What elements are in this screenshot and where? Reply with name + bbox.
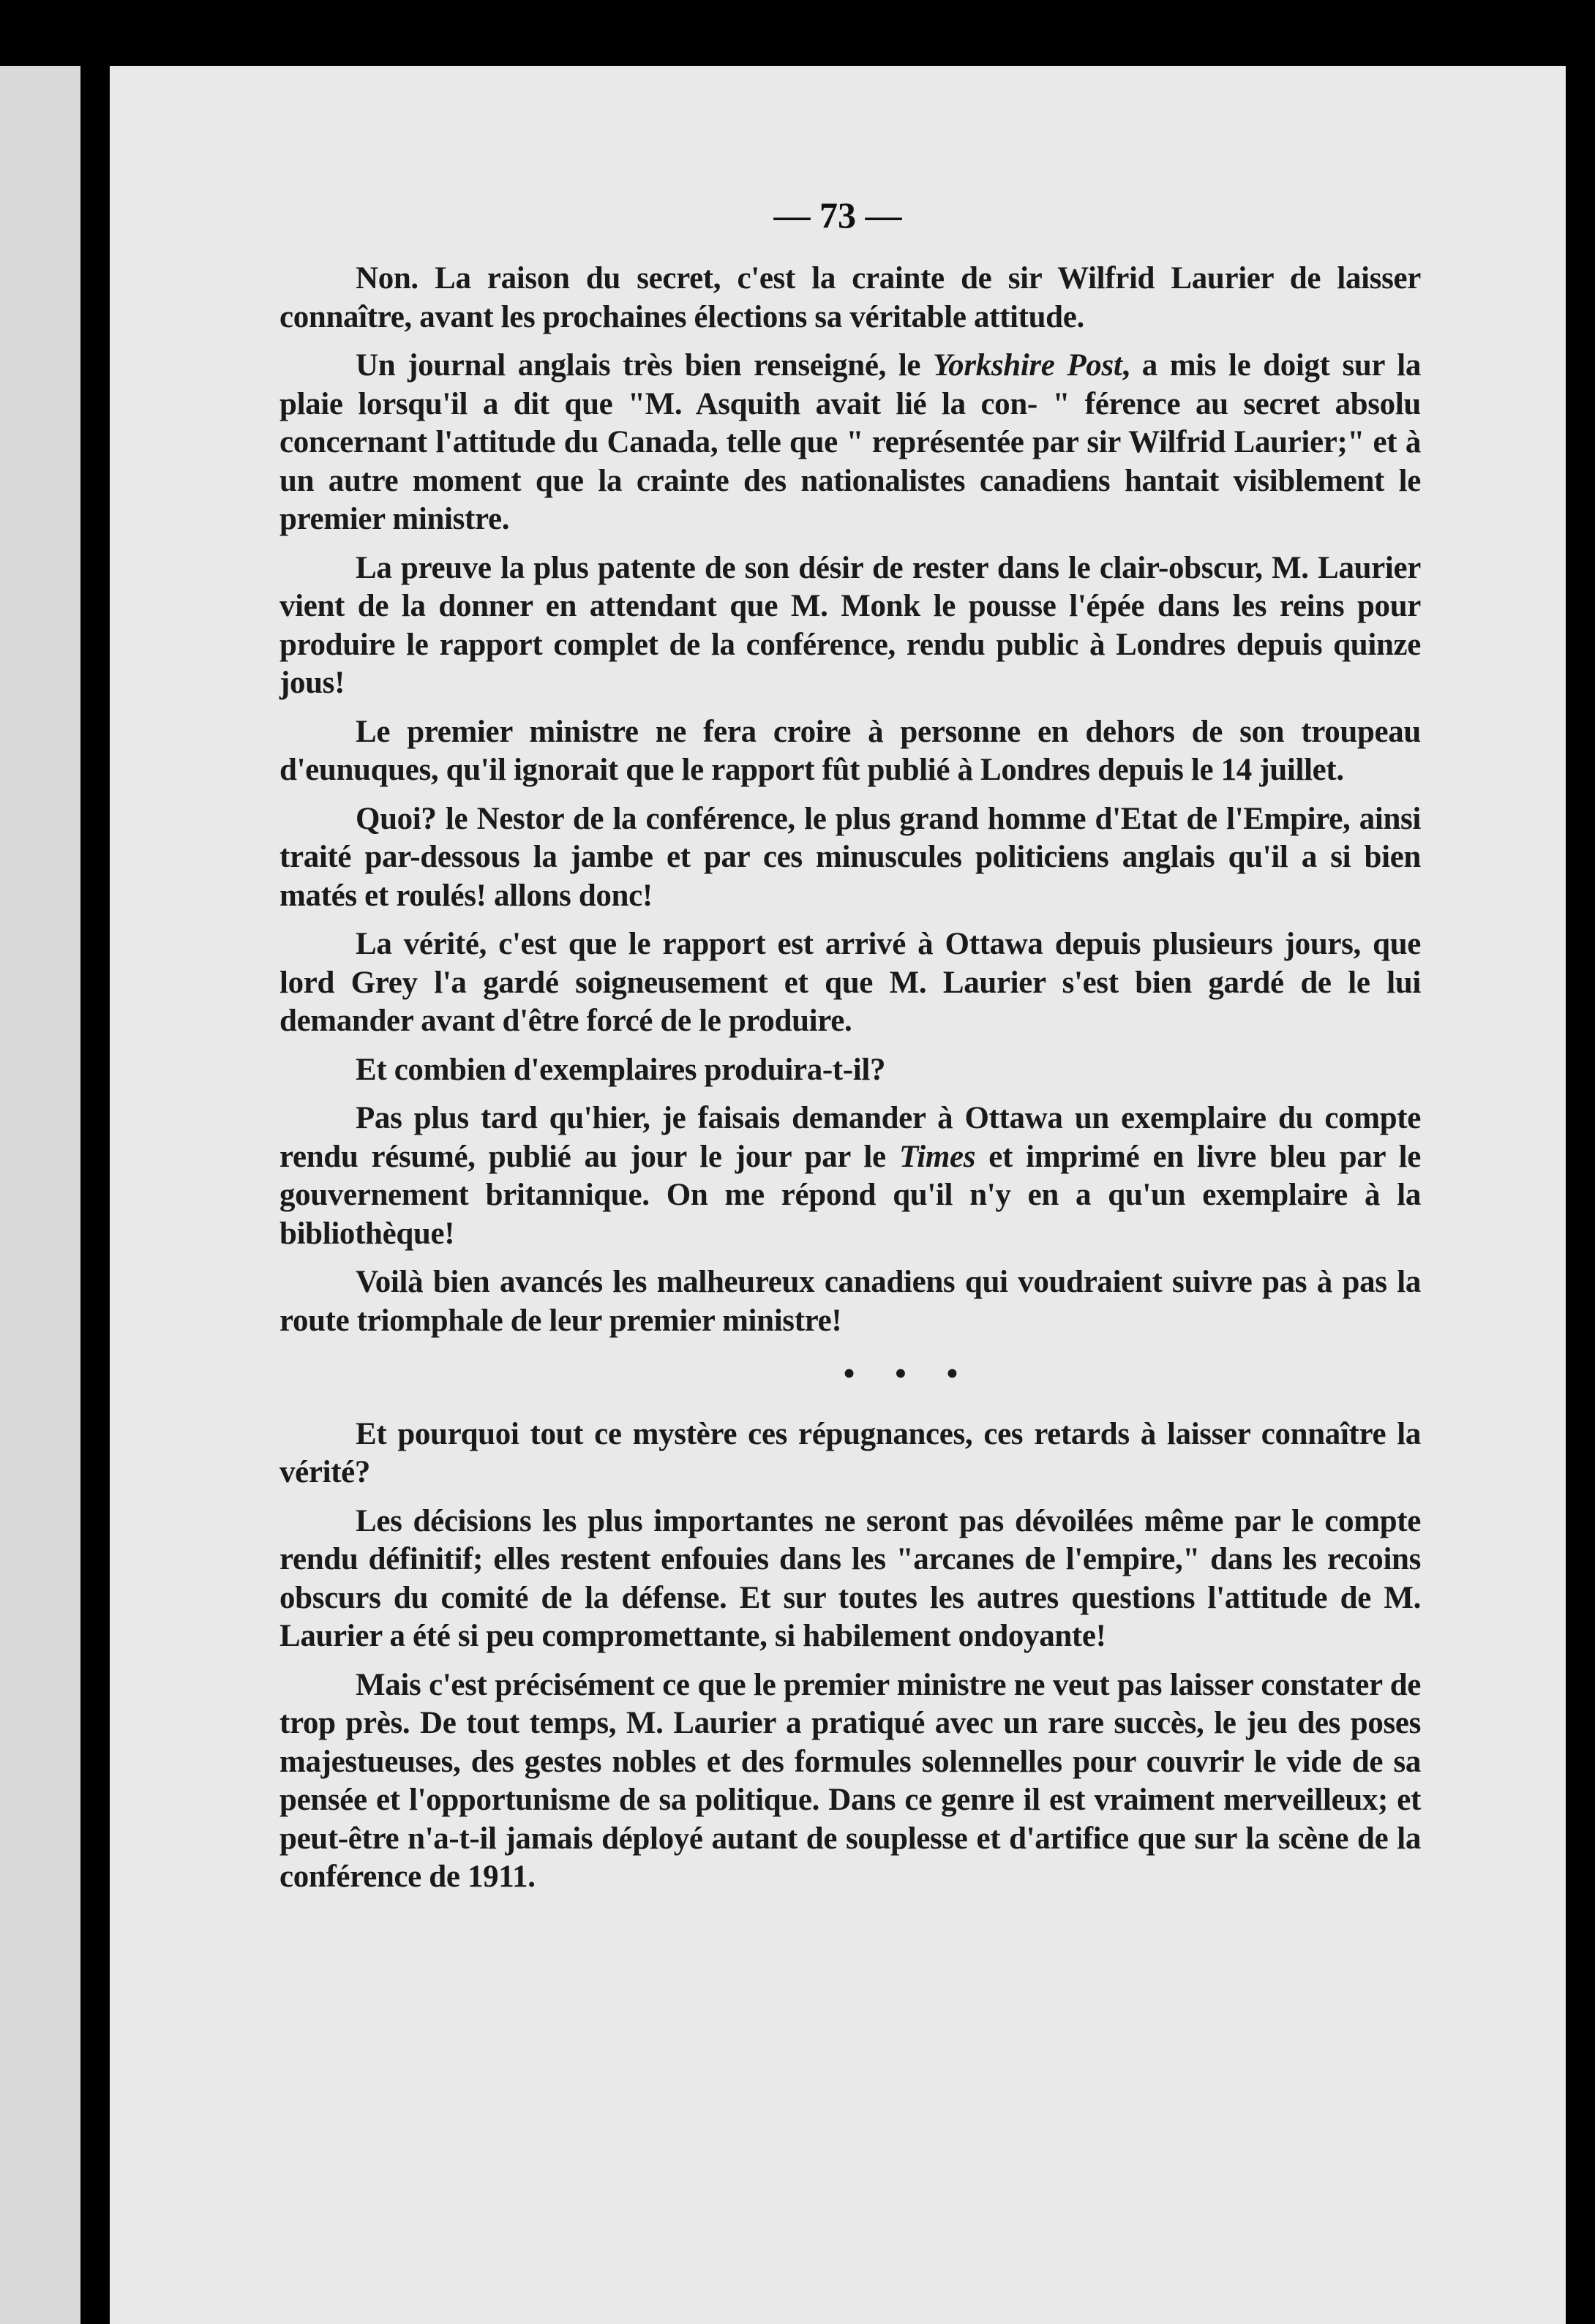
paragraph: Non. La raison du secret, c'est la crainte de sir Wilfrid Laurier de laisser connaître, avant les prochaines élections sa véritable attitude. xyxy=(279,261,1421,334)
paragraph-text: , a mis le doigt sur la plaie lorsqu'il a dit que "M. Asquith avait lié la con- " férence au secret absolu concernant l'attitude du Canada, telle que " représentée par sir Wilfrid Laurier;" et à un autre moment que la crainte des nationalistes canadiens hantait visiblement le premier ministre. xyxy=(279,348,1421,536)
section-separator: • • • xyxy=(843,1355,975,1391)
previous-page-edge xyxy=(0,66,80,2324)
book-page xyxy=(110,66,1566,2324)
paragraph: Mais c'est précisément ce que le premier ministre ne veut pas laisser constater de trop près. De tout temps, M. Laurier a pratiqué avec un rare succès, le jeu des poses majestueuses, des gestes nobles et des formules solennelles pour couvrir le vide de sa pensée et l'opportunisme de sa politique. Dans ce genre il est vraiment merveilleux; et peut-être n'a-t-il jamais déployé autant de souplesse et d'artifice que sur la scène de la conférence de 1911. xyxy=(279,1667,1421,1894)
newspaper-title: Times xyxy=(898,1139,976,1174)
paragraph: La preuve la plus patente de son désir de rester dans le clair-obscur, M. Laurier vient de la donner en attendant que M. Monk le pousse l'épée dans les reins pour produire le rapport complet de la conférence, rendu public à Londres depuis quinze jous! xyxy=(279,550,1421,700)
paragraph: Les décisions les plus importantes ne seront pas dévoilées même par le compte rendu définitif; elles restent enfouies dans les "arcanes de l'empire," dans les recoins obscurs du comité de la défense. Et sur toutes les autres questions l'attitude de M. Laurier a été si peu compromettante, si habilement ondoyante! xyxy=(279,1503,1421,1653)
paragraph-text: et imprimé en livre bleu par le gouvernement britannique. On me répond qu'il n'y en a qu'un exemplaire à la bibliothèque! xyxy=(279,1139,1421,1251)
paragraph: Et combien d'exemplaires produira-t-il? xyxy=(356,1052,886,1087)
paragraph xyxy=(279,347,1421,539)
paragraph: Voilà bien avancés les malheureux canadiens qui voudraient suivre pas à pas la route triomphale de leur premier ministre! xyxy=(279,1265,1421,1338)
paragraph: Quoi? le Nestor de la conférence, le plus grand homme d'Etat de l'Empire, ainsi traité par-dessous la jambe et par ces minuscules politiciens anglais qu'il a si bien matés et roulés! allons donc! xyxy=(279,801,1421,913)
page-body xyxy=(279,260,1421,1907)
newspaper-title: Yorkshire Post xyxy=(933,348,1122,383)
paragraph: Et pourquoi tout ce mystère ces répugnances, ces retards à laisser connaître la vérité? xyxy=(279,1416,1421,1489)
paragraph: Le premier ministre ne fera croire à personne en dehors de son troupeau d'eunuques, qu'il ignorait que le rapport fût publié à Londres depuis le 14 juillet. xyxy=(279,714,1421,787)
paragraph: La vérité, c'est que le rapport est arrivé à Ottawa depuis plusieurs jours, que lord Grey l'a gardé soigneusement et que M. Laurier s'est bien gardé de le lui demander avant d'être forcé de le produire. xyxy=(279,927,1421,1038)
paragraph-text: Un journal anglais très bien renseigné, le xyxy=(356,348,934,383)
paragraph-text: Pas plus tard qu'hier, je faisais demander à Ottawa un exemplaire du compte rendu résumé, publié au jour le jour par le xyxy=(279,1101,1421,1174)
paragraph xyxy=(279,1099,1421,1253)
page-number: — 73 — xyxy=(773,195,902,236)
